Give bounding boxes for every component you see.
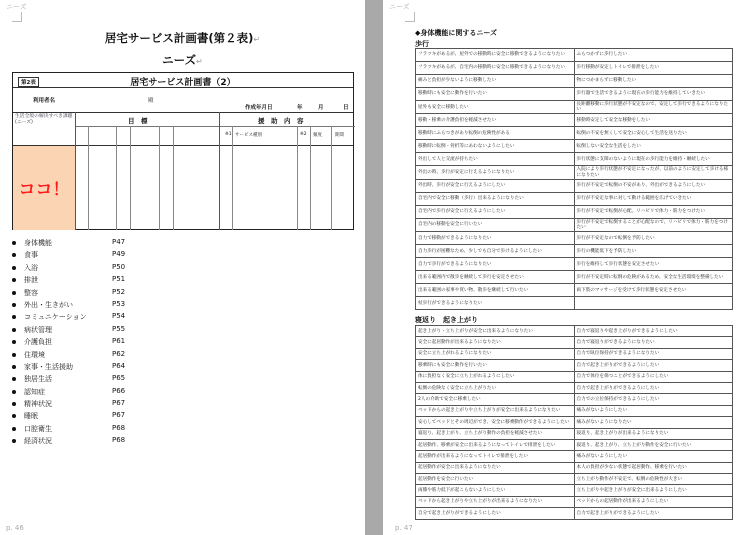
bullet-icon <box>12 340 16 344</box>
topic-label: 家事・生活援助 <box>24 362 73 371</box>
topic-page: P51 <box>112 275 126 284</box>
need-cell: 出来る範囲内で散歩を継続して歩行を安定させたい <box>416 271 575 284</box>
period-header: 期間 <box>335 133 344 138</box>
table-row <box>416 166 733 179</box>
service-kind-header: サービス種別 <box>235 133 262 138</box>
topic-page: P55 <box>112 324 126 333</box>
goal-cell: 自力で臥位保持ができるようになりたい <box>574 348 733 359</box>
table-row <box>416 337 733 348</box>
topic-page: P68 <box>112 436 126 445</box>
topic-label: 整容 <box>24 288 38 297</box>
table-row <box>416 258 733 271</box>
need-cell: 外出時、歩行が安全に行えるようにしたい <box>416 179 575 192</box>
page-subtitle: ニーズ↵ <box>162 53 203 67</box>
note2-header: ※2 <box>300 132 307 137</box>
goal-cell: 入院により歩行状態が不安定になったが、以前のように安定して歩ける様になりたい <box>574 166 733 179</box>
goal-cell: 歩行を維持して歩行状態を安定させたい <box>574 258 733 271</box>
bullet-icon <box>12 241 16 245</box>
walking-heading: 歩行 <box>415 40 429 48</box>
table-row <box>416 462 733 473</box>
topic-page: P67 <box>112 411 126 420</box>
need-cell: 転倒の危険なく安全に立ち上がりたい <box>416 382 575 393</box>
table-row <box>416 101 733 114</box>
topic-label: 身体機能 <box>24 239 52 247</box>
goal-cell <box>574 297 733 310</box>
right-page <box>383 0 747 535</box>
goal-cell: 歩行が不安定なので転倒を予防したい <box>574 232 733 245</box>
table-row <box>416 75 733 88</box>
table-row <box>416 382 733 393</box>
goal-cell: 両下肢のマッサージを受けて歩行状態を安定させたい <box>574 284 733 297</box>
need-cell: 安心してベッドとその周辺ができ、安全に移乗動作ができるようにしたい <box>416 417 575 428</box>
topic-label: 睡眠 <box>24 412 38 421</box>
topic-label: 介護負担 <box>24 338 52 347</box>
table-row <box>416 232 733 245</box>
need-cell: 自力で歩行ができるようになりたい <box>416 258 575 271</box>
table-row <box>416 326 733 337</box>
table-row <box>416 348 733 359</box>
bullet-icon <box>12 439 16 443</box>
bullet-icon <box>12 377 16 381</box>
bullet-icon <box>12 427 16 431</box>
table-row <box>416 474 733 485</box>
need-cell: 起居動作が出来るようになってトイレで排泄をしたい <box>416 451 575 462</box>
topic-label: 住環境 <box>24 350 45 359</box>
highlight-label: ココ！ <box>18 180 70 200</box>
need-cell: 自力歩行が困難なため、少しでも自分で歩けるようにしたい <box>416 245 575 258</box>
table-row <box>416 428 733 439</box>
need-cell: 起き上がり・立ち上がりが安全に出来るようになりたい <box>416 326 575 337</box>
goal-cell: 立ち上がり動作が不安定で、転倒の危険性が大きい <box>574 474 733 485</box>
topic-page: P50 <box>112 262 126 271</box>
goal-cell: 自力での立位保持ができるようにしたい <box>574 394 733 405</box>
goal-cell: 移動時安定して安全な移動をしたい <box>574 114 733 127</box>
bullet-icon <box>12 365 16 369</box>
month-label: 月 <box>318 105 324 111</box>
topic-page: P66 <box>112 386 126 395</box>
topic-page: P64 <box>112 361 126 370</box>
section-title: ◆身体機能に関するニーズ <box>415 29 498 37</box>
goal-cell: ふらつかずに歩行したい <box>574 49 733 62</box>
year-label: 年 <box>297 105 303 111</box>
table-row <box>416 371 733 382</box>
bullet-icon <box>12 390 16 394</box>
topic-page: P49 <box>112 250 126 259</box>
goal-cell: 立ち上がりや起き上がりが安全に出来るようにしたい <box>574 485 733 496</box>
form-heading: 居宅サービス計画書（2） <box>130 78 236 88</box>
table-row <box>416 245 733 258</box>
goal-cell: 痛みがないようになりたい <box>574 417 733 428</box>
table-row <box>416 496 733 507</box>
need-cell: 移動時にも安全に動作を行いたい <box>416 88 575 101</box>
table-row <box>416 394 733 405</box>
table-row <box>416 114 733 127</box>
goal-cell: 痛みがないようにしたい <box>574 405 733 416</box>
need-cell: 移動・移乗の介護負担を軽減させたい <box>416 114 575 127</box>
table-row <box>416 284 733 297</box>
topic-page: P52 <box>112 287 126 296</box>
running-header: ニーズ <box>389 3 410 11</box>
goal-cell: ベッドからの起居動作が出来るようにしたい <box>574 496 733 507</box>
goal-cell: 寝返り、起き上がりが出来るようになりたい <box>574 428 733 439</box>
table-row <box>416 153 733 166</box>
table-row <box>416 218 733 231</box>
bullet-icon <box>12 315 16 319</box>
honorific: 殿 <box>148 98 154 104</box>
need-cell: 起居動作、移乗が安全に出来るようになってトイレで排泄をしたい <box>416 439 575 450</box>
bullet-icon <box>12 253 16 257</box>
table-row <box>416 360 733 371</box>
topic-label: 排泄 <box>24 276 38 285</box>
topic-label: 外出・生きがい <box>24 300 73 309</box>
table-row <box>416 62 733 75</box>
topic-label: 認知症 <box>24 387 45 396</box>
table-row <box>416 508 733 519</box>
need-cell: 出来る範囲の家事や買い物、散歩を継続して行いたい <box>416 284 575 297</box>
crop-mark <box>405 12 415 22</box>
bullet-icon <box>12 353 16 357</box>
table-row <box>416 140 733 153</box>
day-label: 日 <box>343 105 349 111</box>
topic-label: 入浴 <box>24 263 38 272</box>
user-name-label: 利用者名 <box>33 98 56 104</box>
crop-mark <box>12 12 22 22</box>
goal-cell: 自力で体位を保つことができるようにしたい <box>574 371 733 382</box>
table-row <box>416 405 733 416</box>
need-cell: ベッドから起き上がりや立ち上がりが出来るようになりたい <box>416 496 575 507</box>
note1-header: ※1 <box>225 132 232 137</box>
goal-cell: 自力で起き上がりができるようにしたい <box>574 508 733 519</box>
table-row <box>416 205 733 218</box>
need-cell: 安全に立ち上がれるようになりたい <box>416 348 575 359</box>
table-row <box>416 127 733 140</box>
left-page <box>0 0 365 535</box>
goal-cell: 歩行が不安定時に転倒の危険があるため、安全な生活環境を整備したい <box>574 271 733 284</box>
frequency-header: 頻度 <box>313 133 322 138</box>
goal-cell: 長距離移動に歩行状態が不安定なので、安定して歩行できるようになりたい <box>574 101 733 114</box>
page-title: 居宅サービス計画書(第２表)↵ <box>104 31 261 45</box>
need-cell: 自宅内で安全に移動（歩行）出来るようになりたい <box>416 192 575 205</box>
need-cell: 自宅内の移動を安全に行いたい <box>416 218 575 231</box>
need-cell: ベッドからの起き上がりや立ち上がりが安全に出来るようになりたい <box>416 405 575 416</box>
topic-label: 病状管理 <box>24 325 52 334</box>
bullet-icon <box>12 303 16 307</box>
turning-needs-table <box>415 325 733 520</box>
topic-page: P53 <box>112 299 126 308</box>
form-tag: 第2表 <box>18 77 39 87</box>
care-plan-form <box>12 72 354 230</box>
goal-column-header: 目 標 <box>128 117 148 125</box>
need-cell: 杖歩行ができるようになりたい <box>416 297 575 310</box>
need-cell: 移乗時にも安全に動作を行いたい <box>416 360 575 371</box>
topic-page: P68 <box>112 423 126 432</box>
goal-cell: 転倒しない安全な生活をしたい <box>574 140 733 153</box>
table-row <box>416 49 733 62</box>
running-header: ニーズ <box>6 3 27 11</box>
created-date-label: 作成年月日 <box>245 105 273 111</box>
topic-page: P67 <box>112 399 126 408</box>
table-row <box>416 451 733 462</box>
goal-cell: 自力で起き上がりができるようにしたい <box>574 382 733 393</box>
need-cell: フラツキがあるが、自宅内の移動時に安全に移動できるようになりたい <box>416 62 575 75</box>
bullet-icon <box>12 266 16 270</box>
need-cell: 起居動作を安全に行いたい <box>416 474 575 485</box>
page-number: p. 47 <box>395 524 413 532</box>
turning-heading: 寝返り 起き上がり <box>415 316 478 324</box>
table-row <box>416 439 733 450</box>
walking-needs-table <box>415 48 733 310</box>
goal-cell: 歩行が不安定で転倒することが心配なので、リハビリで体力・筋力をつけたい <box>574 218 733 231</box>
need-cell: 移動時に転倒・骨折等にあわないようにしたい <box>416 140 575 153</box>
table-row <box>416 179 733 192</box>
bullet-icon <box>12 328 16 332</box>
need-cell: 安全に起居動作が出来るようになりたい <box>416 337 575 348</box>
need-cell: 起居動作が安全に出来るようになりたい <box>416 462 575 473</box>
topic-page: P62 <box>112 349 126 358</box>
goal-cell: 歩行器で生活できるように現在の歩行能力を維持していきたい <box>574 88 733 101</box>
bullet-icon <box>12 402 16 406</box>
table-row <box>416 88 733 101</box>
goal-cell: 自力で寝返りや起き上がりができるようにしたい <box>574 326 733 337</box>
goal-cell: 歩行が不安定で転倒の不安があり、外出ができるようにしたい <box>574 179 733 192</box>
goal-cell: 痛みがないようにしたい <box>574 451 733 462</box>
table-row <box>416 485 733 496</box>
bullet-icon <box>12 414 16 418</box>
topic-label: 食事 <box>24 251 38 260</box>
goal-cell: 歩行が不安定で転倒が心配。リハビリで体力・筋力をつけたい <box>574 205 733 218</box>
topic-page: P47 <box>112 238 126 246</box>
need-cell: 外出して人と交流が持ちたい <box>416 153 575 166</box>
need-cell: 痛みと負担が少ないように移動したい <box>416 75 575 88</box>
goal-cell: 本人の負担が少ない状態で起居動作、移乗を行いたい <box>574 462 733 473</box>
support-column-header: 援 助 内 容 <box>258 117 304 125</box>
table-row <box>416 271 733 284</box>
goal-cell: 転倒の不安を無くして安全に安心して生活を送りたい <box>574 127 733 140</box>
bullet-icon <box>12 278 16 282</box>
goal-cell: 歩行移動が安定しトイレで排泄をしたい <box>574 62 733 75</box>
topic-label: 精神状況 <box>24 400 52 409</box>
need-cell: 2人の介助で安全に移乗したい <box>416 394 575 405</box>
needs-column-header: 生活全般の解決すべき課題(ニーズ) <box>15 114 73 125</box>
topic-page: P61 <box>112 337 126 346</box>
topic-label: 経済状況 <box>24 437 52 446</box>
need-cell: フラツキがあるが、屋外での移動時に安全に移動できるようになりたい <box>416 49 575 62</box>
table-row <box>416 297 733 310</box>
need-cell: 屋外も安全に移動したい <box>416 101 575 114</box>
need-cell: 外出の時、歩行が安定に行えるようになりたい <box>416 166 575 179</box>
topic-label: 独居生活 <box>24 375 52 384</box>
need-cell: 寝返り、起き上がり、立ち上がり動作の負担を軽減させたい <box>416 428 575 439</box>
topic-page: P65 <box>112 374 126 383</box>
goal-cell: 自力で起き上がりができるようにしたい <box>574 360 733 371</box>
goal-cell: 歩行状態に支障のないように現在の歩行能力を維持・継続したい <box>574 153 733 166</box>
topic-label: 口腔衛生 <box>24 424 52 433</box>
goal-cell: 歩行の機能低下を予防したい <box>574 245 733 258</box>
need-cell: 両膝や筋力低下が起こらないようにしたい <box>416 485 575 496</box>
need-cell: 自分で起き上がりができるようにしたい <box>416 508 575 519</box>
goal-cell: 寝返り、起き上がり、立ち上がり動作を安全に行いたい <box>574 439 733 450</box>
table-row <box>416 417 733 428</box>
table-row <box>416 192 733 205</box>
goal-cell: 物につかまらずに移動したい <box>574 75 733 88</box>
page-number: p. 46 <box>6 524 24 532</box>
bullet-icon <box>12 291 16 295</box>
need-cell: 体に負担なく安全に立ち上がれるようにしたい <box>416 371 575 382</box>
need-cell: 移動時にふらつきがあり転倒の危険性がある <box>416 127 575 140</box>
topic-page: P54 <box>112 312 126 321</box>
goal-cell: 歩行が不安定な事に対して動ける範囲を広げていきたい <box>574 192 733 205</box>
need-cell: 自宅内で歩行が安全に行えるようにしたい <box>416 205 575 218</box>
need-cell: 自力で移動ができるようになりたい <box>416 232 575 245</box>
topic-label: コミュニケーション <box>24 313 87 322</box>
goal-cell: 自力で寝返りができるようになりたい <box>574 337 733 348</box>
